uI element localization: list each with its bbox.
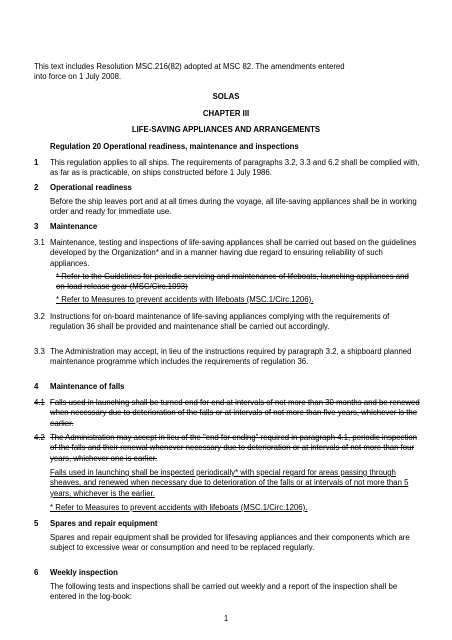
section-5-heading: Spares and repair equipment xyxy=(50,519,158,528)
section-4-footnote: * Refer to Measures to prevent accidents with lifeboats (MSC.1/Circ.1206). xyxy=(50,503,308,512)
section-6-heading: Weekly inspection xyxy=(50,568,118,577)
paragraph-3-2-number: 3.2 xyxy=(34,312,45,321)
section-2-number: 2 xyxy=(34,183,39,192)
document-title: SOLAS xyxy=(212,92,240,101)
chapter-title: LIFE-SAVING APPLIANCES AND ARRANGEMENTS xyxy=(131,125,321,134)
section-4-heading: Maintenance of falls xyxy=(50,382,125,391)
footnote-new: * Refer to Measures to prevent accidents with lifeboats (MSC.1/Circ.1206). xyxy=(56,295,314,304)
section-6-text: The following tests and inspections shall be carried out weekly and a report of the inspection shall be entered in the log-book: xyxy=(50,582,398,602)
section-2-heading: Operational readiness xyxy=(50,183,132,192)
paragraph-3-3-text: The Administration may accept, in lieu of the instructions required by paragraph 3.2, a shipboard planned maintenance programme which includes the requirements of regulation 36. xyxy=(50,347,412,367)
paragraph-3-1-text: Maintenance, testing and inspections of life-saving appliances shall be carried out based on the guidelines developed by the Organization* and in a manner having due regard to ensuring reliability of such appliances. xyxy=(50,238,417,268)
paragraph-4-2-number: 4.2 xyxy=(34,433,45,442)
intro-line-2: into force on 1 July 2008. xyxy=(34,72,122,81)
chapter-number: CHAPTER III xyxy=(202,109,250,118)
paragraph-3-1-number: 3.1 xyxy=(34,238,45,247)
intro-line-1: This text includes Resolution MSC.216(82) adopted at MSC 82. The amendments entered xyxy=(34,62,345,71)
section-4-number: 4 xyxy=(34,382,39,391)
section-3-heading: Maintenance xyxy=(50,222,98,231)
page-number: 1 xyxy=(223,614,229,623)
paragraph-4-2-text: The Administration may accept in lieu of the "end for ending" required in paragraph 4.1, periodic inspection of the falls and their renewal whenever necessary due to deterioration or at intervals of not more than four years, whichever one is earlier. xyxy=(50,433,418,463)
section-5-text: Spares and repair equipment shall be provided for lifesaving appliances and their components which are subject to excessive wear or consumption and need to be replaced regularly. xyxy=(50,533,410,553)
paragraph-4-1-text: Falls used in launching shall be turned end for end at intervals of not more than 30 months and be renewed when necessary due to deterioration of the falls or at intervals of not more than five years, whichever is the earlier. xyxy=(50,398,420,428)
section-3-number: 3 xyxy=(34,222,39,231)
section-5-number: 5 xyxy=(34,519,39,528)
paragraph-3-3-number: 3.3 xyxy=(34,347,45,356)
section-2-text: Before the ship leaves port and at all times during the voyage, all life-saving appliances shall be in working order and ready for immediate use. xyxy=(50,197,417,217)
paragraph-3-2-text: Instructions for on-board maintenance of life-saving appliances complying with the requirements of regulation 36 shall be provided and maintenance shall be carried out accordingly. xyxy=(50,312,390,332)
section-1-text: This regulation applies to all ships. The requirements of paragraphs 3.2, 3.3 and 6.2 shall be complied with, as far as is practicable, on ships constructed before 1 July 1986. xyxy=(50,158,420,178)
section-1-number: 1 xyxy=(34,158,39,167)
section-6-number: 6 xyxy=(34,568,39,577)
paragraph-4-new-text: Falls used in launching shall be inspected periodically* with special regard for areas passing through sheaves, and renewed when necessary due to deterioration of the falls or at intervals of not more than 5 years, whichever is the earlier. xyxy=(50,468,409,498)
paragraph-4-1-number: 4.1 xyxy=(34,398,45,407)
regulation-title: Regulation 20 Operational readiness, maintenance and inspections xyxy=(50,142,299,151)
footnote-struck: * Refer to the Guidelines for periodic servicing and maintenance of lifeboats, launching appliances and on-load release gear (MSC/Circ.1093) xyxy=(56,272,409,292)
